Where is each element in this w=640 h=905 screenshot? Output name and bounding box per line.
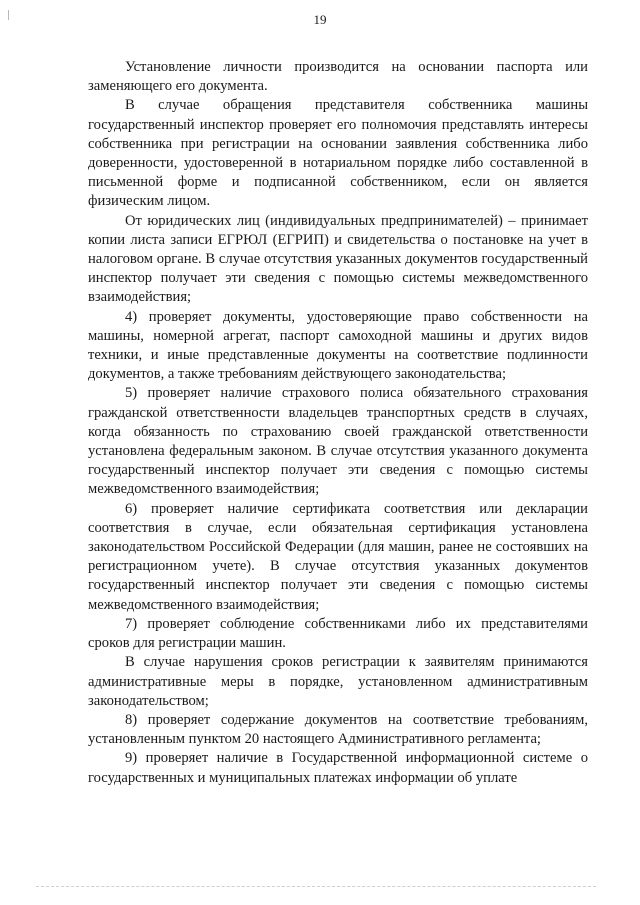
scan-artifact-line — [36, 886, 596, 887]
paragraph-identity: Установление личности производится на основании паспорта или заменяющего его документа. — [88, 59, 588, 95]
paragraph-item-4: 4) проверяет документы, удостоверяющие право собственности на машины, номерной агрегат, паспорт самоходной машины и других видов техники, и иные представленные документы на соответствие подлинности документов, а также требованиям действующего законодательства; — [88, 308, 588, 383]
paragraph-legal-entities: От юридических лиц (индивидуальных предпринимателей) – принимает копии листа записи ЕГРЮЛ (ЕГРИП) и свидетельства о постановке на учет в налоговом органе. В случае отсутствия указанных документов государственный инспектор получает эти сведения с помощью системы межведомственного взаимодействия; — [88, 212, 588, 306]
paragraph-item-5: 5) проверяет наличие страхового полиса обязательного страхования гражданской ответственности владельцев транспортных средств в случаях, когда обязанность по страхованию своей гражданской ответственности установлена федеральным законом. В случае отсутствия указанного документа государственный инспектор получает эти сведения с помощью системы межведомственного взаимодействия; — [88, 385, 588, 498]
paragraph-violation: В случае нарушения сроков регистрации к заявителям принимаются административные меры в порядке, установленном административным законодательством; — [88, 654, 588, 709]
page-number: 19 — [313, 12, 327, 27]
paragraph-representative: В случае обращения представителя собственника машины государственный инспектор проверяет его полномочия представлять интересы собственника при регистрации на основании заявления собственника либо доверенности, удостоверенной в нотариальном порядке либо составленной в письменной форме и подписанной собственником, если он является физическим лицом. — [88, 97, 588, 210]
paragraph-item-6: 6) проверяет наличие сертификата соответствия или декларации соответствия в случае, если обязательная сертификация установлена законодательством Российской Федерации (для машин, ранее не состоявших на регистрационном учете). В случае отсутствия указанных документов государственный инспектор получает эти сведения с помощью системы межведомственного взаимодействия; — [88, 500, 588, 613]
paragraph-item-8: 8) проверяет содержание документов на соответствие требованиям, установленным пунктом 20 настоящего Административного регламента; — [88, 711, 588, 748]
document-body — [88, 58, 588, 788]
paragraph-item-9: 9) проверяет наличие в Государственной информационной системе о государственных и муниципальных платежах информации об уплате — [88, 750, 588, 786]
paragraph-item-7: 7) проверяет соблюдение собственниками либо их представителями сроков для регистрации машин. — [88, 615, 588, 652]
